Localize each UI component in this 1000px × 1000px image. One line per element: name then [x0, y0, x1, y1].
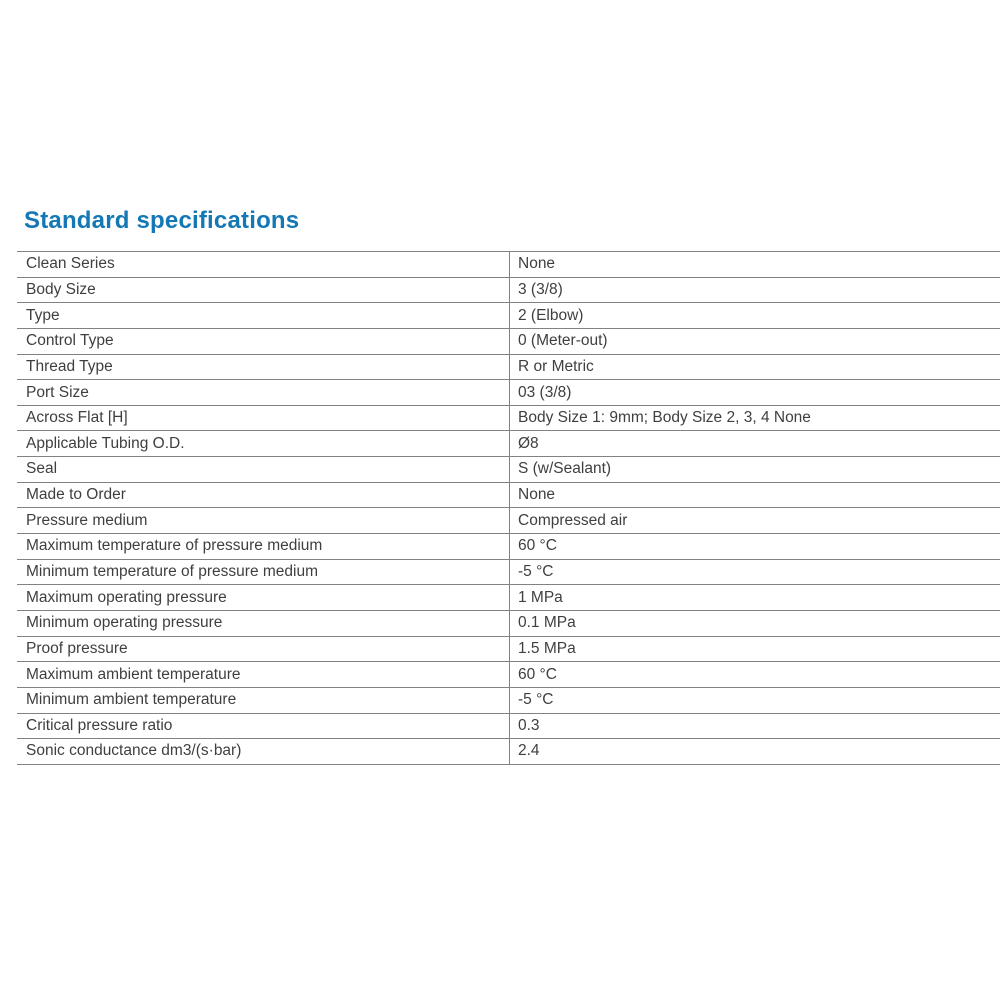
table-row [17, 457, 1000, 483]
spec-value-cell: -5 °C [518, 691, 554, 709]
spec-value-cell: 3 (3/8) [518, 280, 563, 298]
spec-value-cell: Ø8 [518, 434, 539, 452]
spec-label-cell: Port Size [17, 380, 510, 405]
spec-value-cell: 1 MPa [518, 588, 563, 606]
spec-label-cell: Across Flat [H] [17, 406, 510, 431]
spec-value-cell: Body Size 1: 9mm; Body Size 2, 3, 4 None [518, 409, 811, 427]
spec-label-cell: Clean Series [17, 252, 510, 277]
spec-value-cell: 1.5 MPa [518, 639, 576, 657]
table-row [17, 739, 1000, 765]
spec-label-cell: Minimum ambient temperature [17, 688, 510, 713]
table-row [17, 278, 1000, 304]
table-row [17, 508, 1000, 534]
table-row [17, 637, 1000, 663]
spec-label-cell: Maximum ambient temperature [17, 662, 510, 687]
spec-label-cell: Made to Order [17, 483, 510, 508]
table-row [17, 662, 1000, 688]
spec-label-cell: Seal [17, 457, 510, 482]
table-row [17, 355, 1000, 381]
spec-value-cell: 2.4 [518, 742, 540, 760]
spec-value-cell: S (w/Sealant) [518, 460, 612, 478]
table-row [17, 406, 1000, 432]
spec-value-cell: 60 °C [518, 665, 557, 683]
spec-label-cell: Critical pressure ratio [17, 714, 510, 739]
spec-label-cell: Pressure medium [17, 508, 510, 533]
table-row [17, 714, 1000, 740]
spec-label-cell: Type [17, 303, 510, 328]
spec-value-cell: -5 °C [518, 563, 554, 580]
table-row [17, 534, 1000, 560]
spec-value-cell: 0.3 [518, 716, 540, 734]
spec-label-cell: Maximum temperature of pressure medium [17, 534, 510, 559]
spec-value-cell: None [518, 486, 556, 504]
spec-label-cell: Minimum temperature of pressure medium [17, 560, 510, 585]
spec-label-cell: Applicable Tubing O.D. [17, 431, 510, 456]
table-row [17, 380, 1000, 406]
spec-value-cell: R or Metric [518, 357, 594, 375]
spec-value-cell: 03 (3/8) [518, 383, 572, 401]
table-row [17, 252, 1000, 278]
spec-value-cell: Compressed air [518, 511, 628, 529]
table-row [17, 329, 1000, 355]
specifications-table [17, 251, 1000, 765]
table-row [17, 303, 1000, 329]
table-row [17, 483, 1000, 509]
spec-label-cell: Maximum operating pressure [17, 585, 510, 610]
table-row [17, 611, 1000, 637]
spec-label-cell: Thread Type [17, 355, 510, 380]
spec-label-cell: Proof pressure [17, 637, 510, 662]
spec-value-cell: 0.1 MPa [518, 614, 576, 632]
spec-label-cell: Body Size [17, 278, 510, 303]
spec-label-cell: Control Type [17, 329, 510, 354]
spec-label-cell: Sonic conductance dm3/(s·bar) [17, 739, 510, 764]
spec-label-cell: Minimum operating pressure [17, 611, 510, 636]
page-title: Standard specifications [24, 207, 300, 234]
table-row [17, 431, 1000, 457]
spec-value-cell: 0 (Meter-out) [518, 332, 608, 350]
spec-value-cell: None [518, 255, 556, 273]
table-row [17, 585, 1000, 611]
spec-value-cell: 60 °C [518, 537, 557, 555]
table-row [17, 688, 1000, 714]
spec-value-cell: 2 (Elbow) [518, 306, 584, 324]
table-row [17, 560, 1000, 586]
